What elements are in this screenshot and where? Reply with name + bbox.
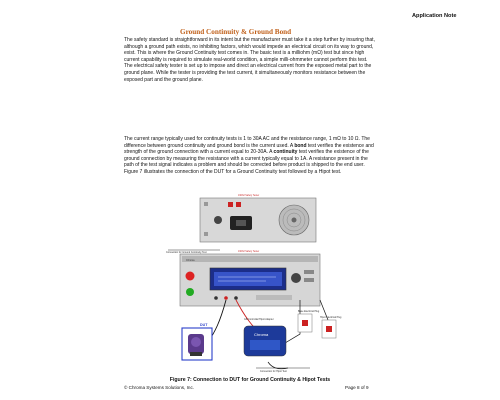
paragraph-2-part-3: test verifies the existence of the ground connection by measuring the resistance with a current typically equal to 1A. A resistance present in the path of the test signal indicates a problem and should be corrected before product is shipped to the end user. Figure 7 illustrates the connection of the DUT for a Ground Continuity test followed by a Hipot test. [124,149,369,175]
footer-page-number: Page 8 of 9 [345,385,369,390]
section-title: Ground Continuity & Ground Bond [180,28,292,36]
continuity-word: continuity [273,149,298,156]
paragraph-2 [124,136,376,176]
header-label: Application Note [412,13,457,19]
paragraph-2-part-1: The current range typically used for continuity tests is 1 to 30A AC and the resistance range, 1 mΩ to 10 Ω. The difference between ground continuity and ground bond is the current used. A [124,136,370,149]
connection-gc-label: Connection for Ground Continuity Test [166,251,207,254]
right-box1-label: Base Electrical Plug [298,310,320,313]
connection-figure [160,192,350,374]
dut-device [182,323,212,360]
top-unit-label: 19032 Safety Tester [238,194,260,197]
probe-box-label: GB Controller/Hipot Adapter [244,318,274,321]
figure-caption: Figure 7: Connection to DUT for Ground Continuity & Hipot Tests [169,377,331,383]
right-plugs [298,310,342,338]
right-box2-label: Hipot Electrical Plug [320,316,342,319]
connection-hipot-label: Connection for Hipot Test [260,370,287,373]
probe-brand: Chroma [254,332,269,337]
dut-label: DUT [200,323,208,327]
mid-tester-unit [180,250,320,306]
paragraph-2-part-2: test verifies the existence and strength of the ground connection with a current equal to 20-30A. A [124,142,374,156]
bond-word: bond [294,142,307,149]
top-tester-unit [200,194,316,242]
footer-company: © Chroma Systems Solutions, Inc. [124,385,195,390]
mid-unit-top-label: 19032 Safety Tester [238,250,260,253]
mid-unit-brand: Chroma [186,259,195,262]
paragraph-1: The safety standard is straightforward in its intent but the manufacturer must take it a step further by insuring that, although a ground path exists, no inhibiting factors, which would impede an electrical circuit on its way to ground, exist. This is where the Ground Continuity test comes in. The basic test is a milliohm (mΩ) test but since high current capability is required to simulate real-world condition, a simple milli-ohmmeter cannot perform this test. The electrical safety tester is set up to impose and direct an electrical current from the exposed metal part to the ground plane. While the tester is providing the test current, it simultaneously monitors resistance between the exposed part and the ground plane. [124,37,375,83]
probe-adapter [244,318,286,356]
